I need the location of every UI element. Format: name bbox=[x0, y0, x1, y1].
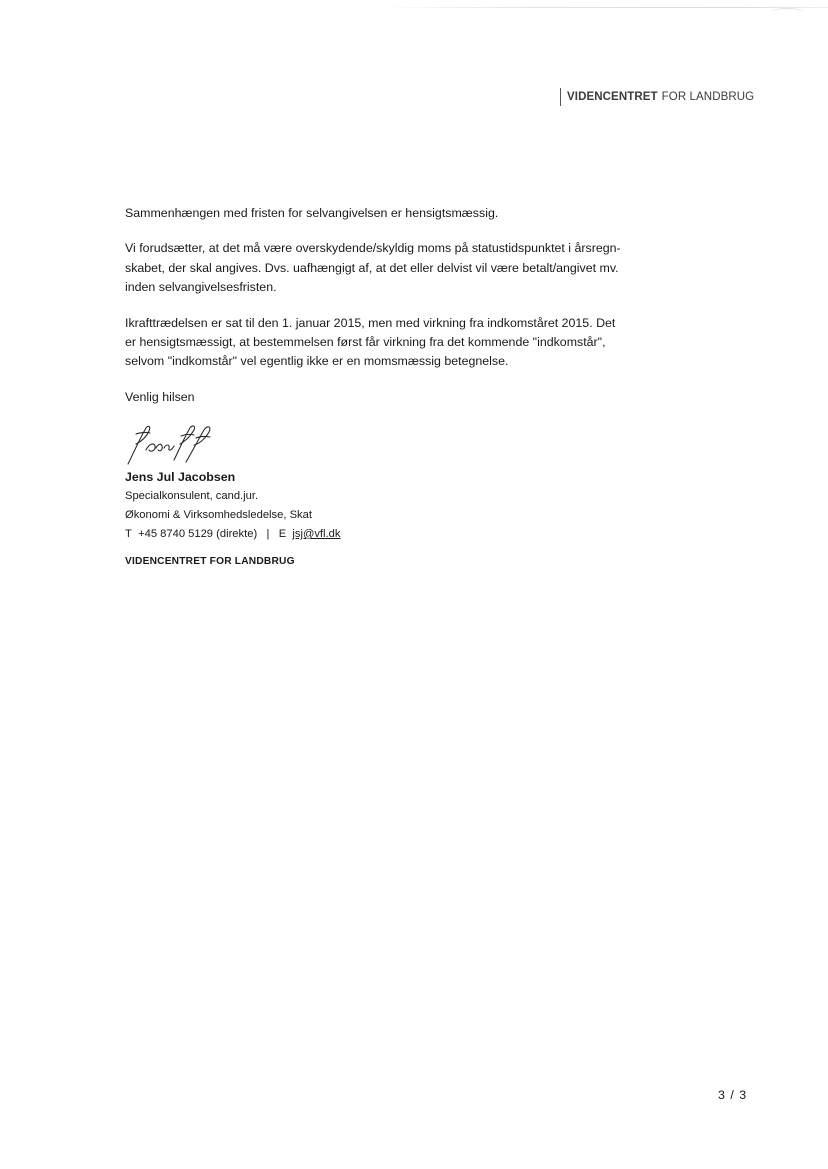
scan-edge-line bbox=[380, 7, 828, 8]
closing-greeting: Venlig hilsen bbox=[125, 389, 195, 404]
page-number: 3 / 3 bbox=[718, 1088, 748, 1102]
scan-corner-mark bbox=[770, 8, 804, 17]
letterhead bbox=[560, 88, 754, 106]
letterhead-org-bold: VIDENCENTRET bbox=[567, 91, 658, 103]
letter-body bbox=[125, 204, 685, 407]
contact-separator: | bbox=[266, 528, 270, 540]
email-label: E bbox=[278, 528, 287, 540]
paragraph-line: Sammenhængen med fristen for selvangivelsen er hensigtsmæssig. bbox=[125, 206, 499, 220]
signer-name: Jens Jul Jacobsen bbox=[125, 470, 236, 484]
paragraph-line: inden selvangivelsesfristen. bbox=[125, 280, 277, 295]
letterhead-org-regular: FOR LANDBRUG bbox=[661, 91, 755, 103]
contact-line bbox=[125, 525, 545, 544]
signer-title: Specialkonsulent, cand.jur. bbox=[125, 490, 259, 502]
handwritten-signature bbox=[124, 420, 216, 468]
paragraph-line: skabet, der skal angives. Dvs. uafhængigt af, at det eller delvist vil være betalt/angivet mv. bbox=[125, 260, 619, 275]
letterhead-divider bbox=[560, 88, 561, 106]
paragraph-1 bbox=[125, 204, 685, 223]
phone-label: T bbox=[125, 528, 132, 540]
paragraph-line: er hensigtsmæssigt, at bestemmelsen først får virkning fra det kommende "indkomstår", bbox=[125, 335, 606, 350]
email-link[interactable]: jsj@vfl.dk bbox=[292, 528, 341, 540]
paragraph-line: Ikrafttrædelsen er sat til den 1. januar 2015, men med virkning fra indkomståret 2015. Det bbox=[125, 315, 616, 330]
signer-department: Økonomi & Virksomhedsledelse, Skat bbox=[125, 509, 312, 521]
signature-block bbox=[125, 468, 545, 567]
paragraph-line: selvom "indkomstår" vel egentlig ikke er en momsmæssig betegnelse. bbox=[125, 354, 509, 369]
paragraph-2 bbox=[125, 239, 685, 297]
paragraph-line: Vi forudsætter, at det må være overskydende/skyldig moms på statustidspunktet i årsregn- bbox=[125, 241, 621, 256]
signature-organization: VIDENCENTRET FOR LANDBRUG bbox=[125, 556, 295, 567]
paragraph-3 bbox=[125, 314, 685, 372]
phone-number: +45 8740 5129 (direkte) bbox=[138, 528, 258, 540]
